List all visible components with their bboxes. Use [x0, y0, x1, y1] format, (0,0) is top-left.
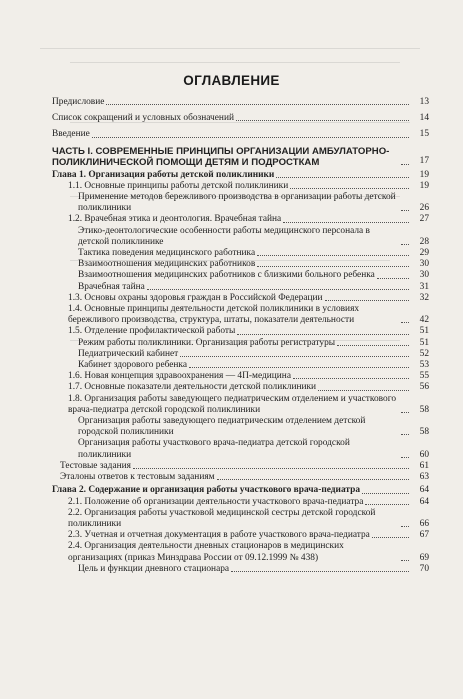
- toc-entry-title: Врачебная тайна: [78, 281, 145, 292]
- toc-entry: [52, 192, 429, 214]
- toc-entry: [52, 564, 429, 575]
- toc-part-heading: [52, 146, 429, 168]
- toc-entry: [52, 360, 429, 371]
- toc-page-number: 17: [419, 156, 429, 167]
- dot-leader: [283, 222, 409, 223]
- dot-leader: [401, 322, 409, 323]
- dot-leader: [401, 560, 409, 561]
- toc-page-number: 28: [419, 236, 429, 247]
- dot-leader: [106, 104, 409, 105]
- toc-entry: [52, 181, 429, 192]
- toc-page-number: 66: [419, 518, 429, 529]
- dot-leader: [276, 177, 409, 178]
- toc-entry-title: Взаимоотношения медицинских работников: [78, 259, 256, 270]
- dot-leader: [92, 137, 409, 138]
- toc-chapter-entry: [52, 170, 429, 181]
- toc-page-number: 19: [419, 180, 429, 191]
- toc-entry-title: Эталоны ответов к тестовым заданиям: [60, 472, 215, 483]
- toc-entry-title: Режим работы поликлиники. Организация работы регистратуры: [78, 337, 336, 348]
- toc-entry: [52, 259, 429, 270]
- dot-leader: [236, 120, 409, 121]
- toc-entry-title: Организация работы заведующего педиатрическим отделением детской городской поликлиники: [78, 416, 366, 438]
- toc-page-number: 58: [419, 404, 429, 415]
- dot-leader: [401, 244, 409, 245]
- toc-entry: [52, 338, 429, 349]
- toc-entry-title: Предисловие: [52, 97, 105, 107]
- dot-leader: [372, 537, 409, 538]
- toc-entry-title: 1.4. Основные принципы деятельности детской поликлиники в условиях бережливого производства, структура, штаты, показатели деятельности: [68, 304, 360, 326]
- toc-entry: [52, 293, 429, 304]
- dot-leader: [293, 378, 409, 379]
- toc-entry: [52, 461, 429, 472]
- toc-page-number: 51: [419, 326, 429, 337]
- toc-page-number: 30: [419, 270, 429, 281]
- toc-entry: [52, 371, 429, 382]
- toc-entry-title: Взаимоотношения медицинских работников с близкими больного ребенка: [78, 270, 375, 281]
- dot-leader: [189, 367, 409, 368]
- toc-page-number: 63: [419, 472, 429, 483]
- toc-page-number: 69: [419, 552, 429, 563]
- toc-entry-title: 1.5. Отделение профилактической работы: [68, 326, 236, 337]
- dot-leader: [362, 493, 409, 494]
- toc-entry: [52, 541, 429, 563]
- dot-leader: [337, 345, 409, 346]
- dot-leader: [231, 571, 409, 572]
- toc-page-number: 31: [419, 281, 429, 292]
- dot-leader: [401, 434, 409, 435]
- toc-entry: [52, 282, 429, 293]
- toc-entry: [52, 270, 429, 281]
- toc-page-number: 61: [419, 460, 429, 471]
- toc-entry: [52, 394, 429, 416]
- toc-entry: [52, 248, 429, 259]
- dot-leader: [237, 334, 409, 335]
- toc-entry-title: Применение методов бережливого производства в организации работы детской поликлиники: [78, 192, 396, 214]
- toc-entry-title: ЧАСТЬ I. СОВРЕМЕННЫЕ ПРИНЦИПЫ ОРГАНИЗАЦИИ АМБУЛАТОРНО-ПОЛИКЛИНИЧЕСКОЙ ПОМОЩИ ДЕТЯМ И ПОДРОСТКАМ: [52, 145, 390, 168]
- toc-page-number: 26: [419, 203, 429, 214]
- dot-leader: [147, 289, 409, 290]
- toc-entry-title: 2.4. Организация деятельности дневных стационаров в медицинских организациях (приказ Минздрава России от 09.12.1999 № 438): [68, 541, 344, 563]
- toc-entry: [52, 97, 429, 108]
- toc-page-number: 70: [419, 563, 429, 574]
- toc-page-number: 60: [419, 449, 429, 460]
- toc-chapter-entry: [52, 485, 429, 496]
- toc-entry: [52, 113, 429, 124]
- toc-entry: [52, 416, 429, 438]
- table-of-contents: [52, 97, 429, 575]
- toc-page-number: 64: [419, 496, 429, 507]
- dot-leader: [401, 210, 409, 211]
- toc-entry-title: Кабинет здорового ребенка: [78, 360, 188, 371]
- toc-page-number: 55: [419, 371, 429, 382]
- toc-page-number: 67: [419, 530, 429, 541]
- dot-leader: [257, 266, 409, 267]
- dot-leader: [257, 255, 409, 256]
- toc-entry-title: Список сокращений и условных обозначений: [52, 113, 234, 124]
- toc-entry: [52, 382, 429, 393]
- toc-entry: [52, 508, 429, 530]
- dot-leader: [290, 188, 409, 189]
- toc-entry-title: 2.1. Положение об организации деятельности участкового врача-педиатра: [68, 496, 364, 507]
- toc-page-number: 27: [419, 214, 429, 225]
- toc-entry: [52, 497, 429, 508]
- toc-page-number: 29: [419, 248, 429, 259]
- toc-entry: [52, 349, 429, 360]
- toc-entry: [52, 438, 429, 460]
- toc-page-number: 64: [419, 485, 429, 496]
- toc-entry: [52, 326, 429, 337]
- dot-leader: [180, 356, 409, 357]
- toc-entry-title: Тестовые задания: [60, 460, 131, 471]
- toc-page-number: 52: [419, 348, 429, 359]
- toc-page-number: 14: [419, 113, 429, 124]
- toc-entry-title: 1.6. Новая концепция здравоохранения — 4П-медицина: [68, 371, 291, 382]
- dot-leader: [325, 300, 409, 301]
- toc-page-number: 51: [419, 337, 429, 348]
- toc-entry-title: 1.8. Организация работы заведующего педиатрическим отделением и участкового врача-педиатра детской городской поликлиники: [68, 393, 397, 415]
- toc-entry-title: Организация работы участкового врача-педиатра детской городской поликлиники: [78, 438, 350, 460]
- toc-entry-title: Цель и функции дневного стационара: [78, 563, 230, 574]
- page-title: ОГЛАВЛЕНИЕ: [183, 73, 280, 88]
- dot-leader: [401, 457, 409, 458]
- toc-entry-title: Введение: [52, 129, 90, 140]
- toc-page-number: 53: [419, 360, 429, 371]
- dot-leader: [401, 412, 409, 413]
- toc-entry-title: 1.3. Основы охраны здоровья граждан в Российской Федерации: [68, 292, 323, 303]
- toc-entry: [52, 226, 429, 248]
- dot-leader: [133, 468, 409, 469]
- toc-page-number: 32: [419, 292, 429, 303]
- dot-leader: [217, 479, 409, 480]
- toc-entry-title: Глава 2. Содержание и организация работы участкового врача-педиатра: [52, 485, 361, 496]
- toc-entry: [52, 472, 429, 483]
- toc-entry: [52, 530, 429, 541]
- toc-page-number: 15: [419, 129, 429, 140]
- toc-entry-title: Этико-деонтологические особенности работы медицинского персонала в детской поликлинике: [78, 225, 370, 247]
- toc-entry-title: 2.2. Организация работы участковой медицинской сестры детской городской поликлиники: [68, 507, 376, 529]
- toc-entry-title: 2.3. Учетная и отчетная документация в работе участкового врача-педиатра: [68, 530, 370, 541]
- toc-page-number: 13: [419, 97, 429, 107]
- toc-entry: [52, 129, 429, 140]
- toc-entry-title: Тактика поведения медицинского работника: [78, 248, 256, 259]
- toc-entry: [52, 214, 429, 225]
- toc-page-number: 42: [419, 315, 429, 326]
- toc-entry-title: 1.7. Основные показатели деятельности детской поликлиники: [68, 382, 317, 393]
- toc-entry-title: Педиатрический кабинет: [78, 348, 179, 359]
- dot-leader: [318, 390, 409, 391]
- toc-page-number: 30: [419, 259, 429, 270]
- toc-entry-title: 1.1. Основные принципы работы детской поликлиники: [68, 180, 289, 191]
- toc-entry-title: 1.2. Врачебная этика и деонтология. Врачебная тайна: [68, 214, 282, 225]
- dot-leader: [401, 164, 409, 165]
- toc-entry: [52, 304, 429, 326]
- toc-page-number: 58: [419, 427, 429, 438]
- toc-page-number: 19: [419, 169, 429, 180]
- dot-leader: [365, 504, 409, 505]
- toc-page-number: 56: [419, 382, 429, 393]
- dot-leader: [377, 278, 409, 279]
- dot-leader: [401, 526, 409, 527]
- toc-entry-title: Глава 1. Организация работы детской поликлиники: [52, 169, 275, 180]
